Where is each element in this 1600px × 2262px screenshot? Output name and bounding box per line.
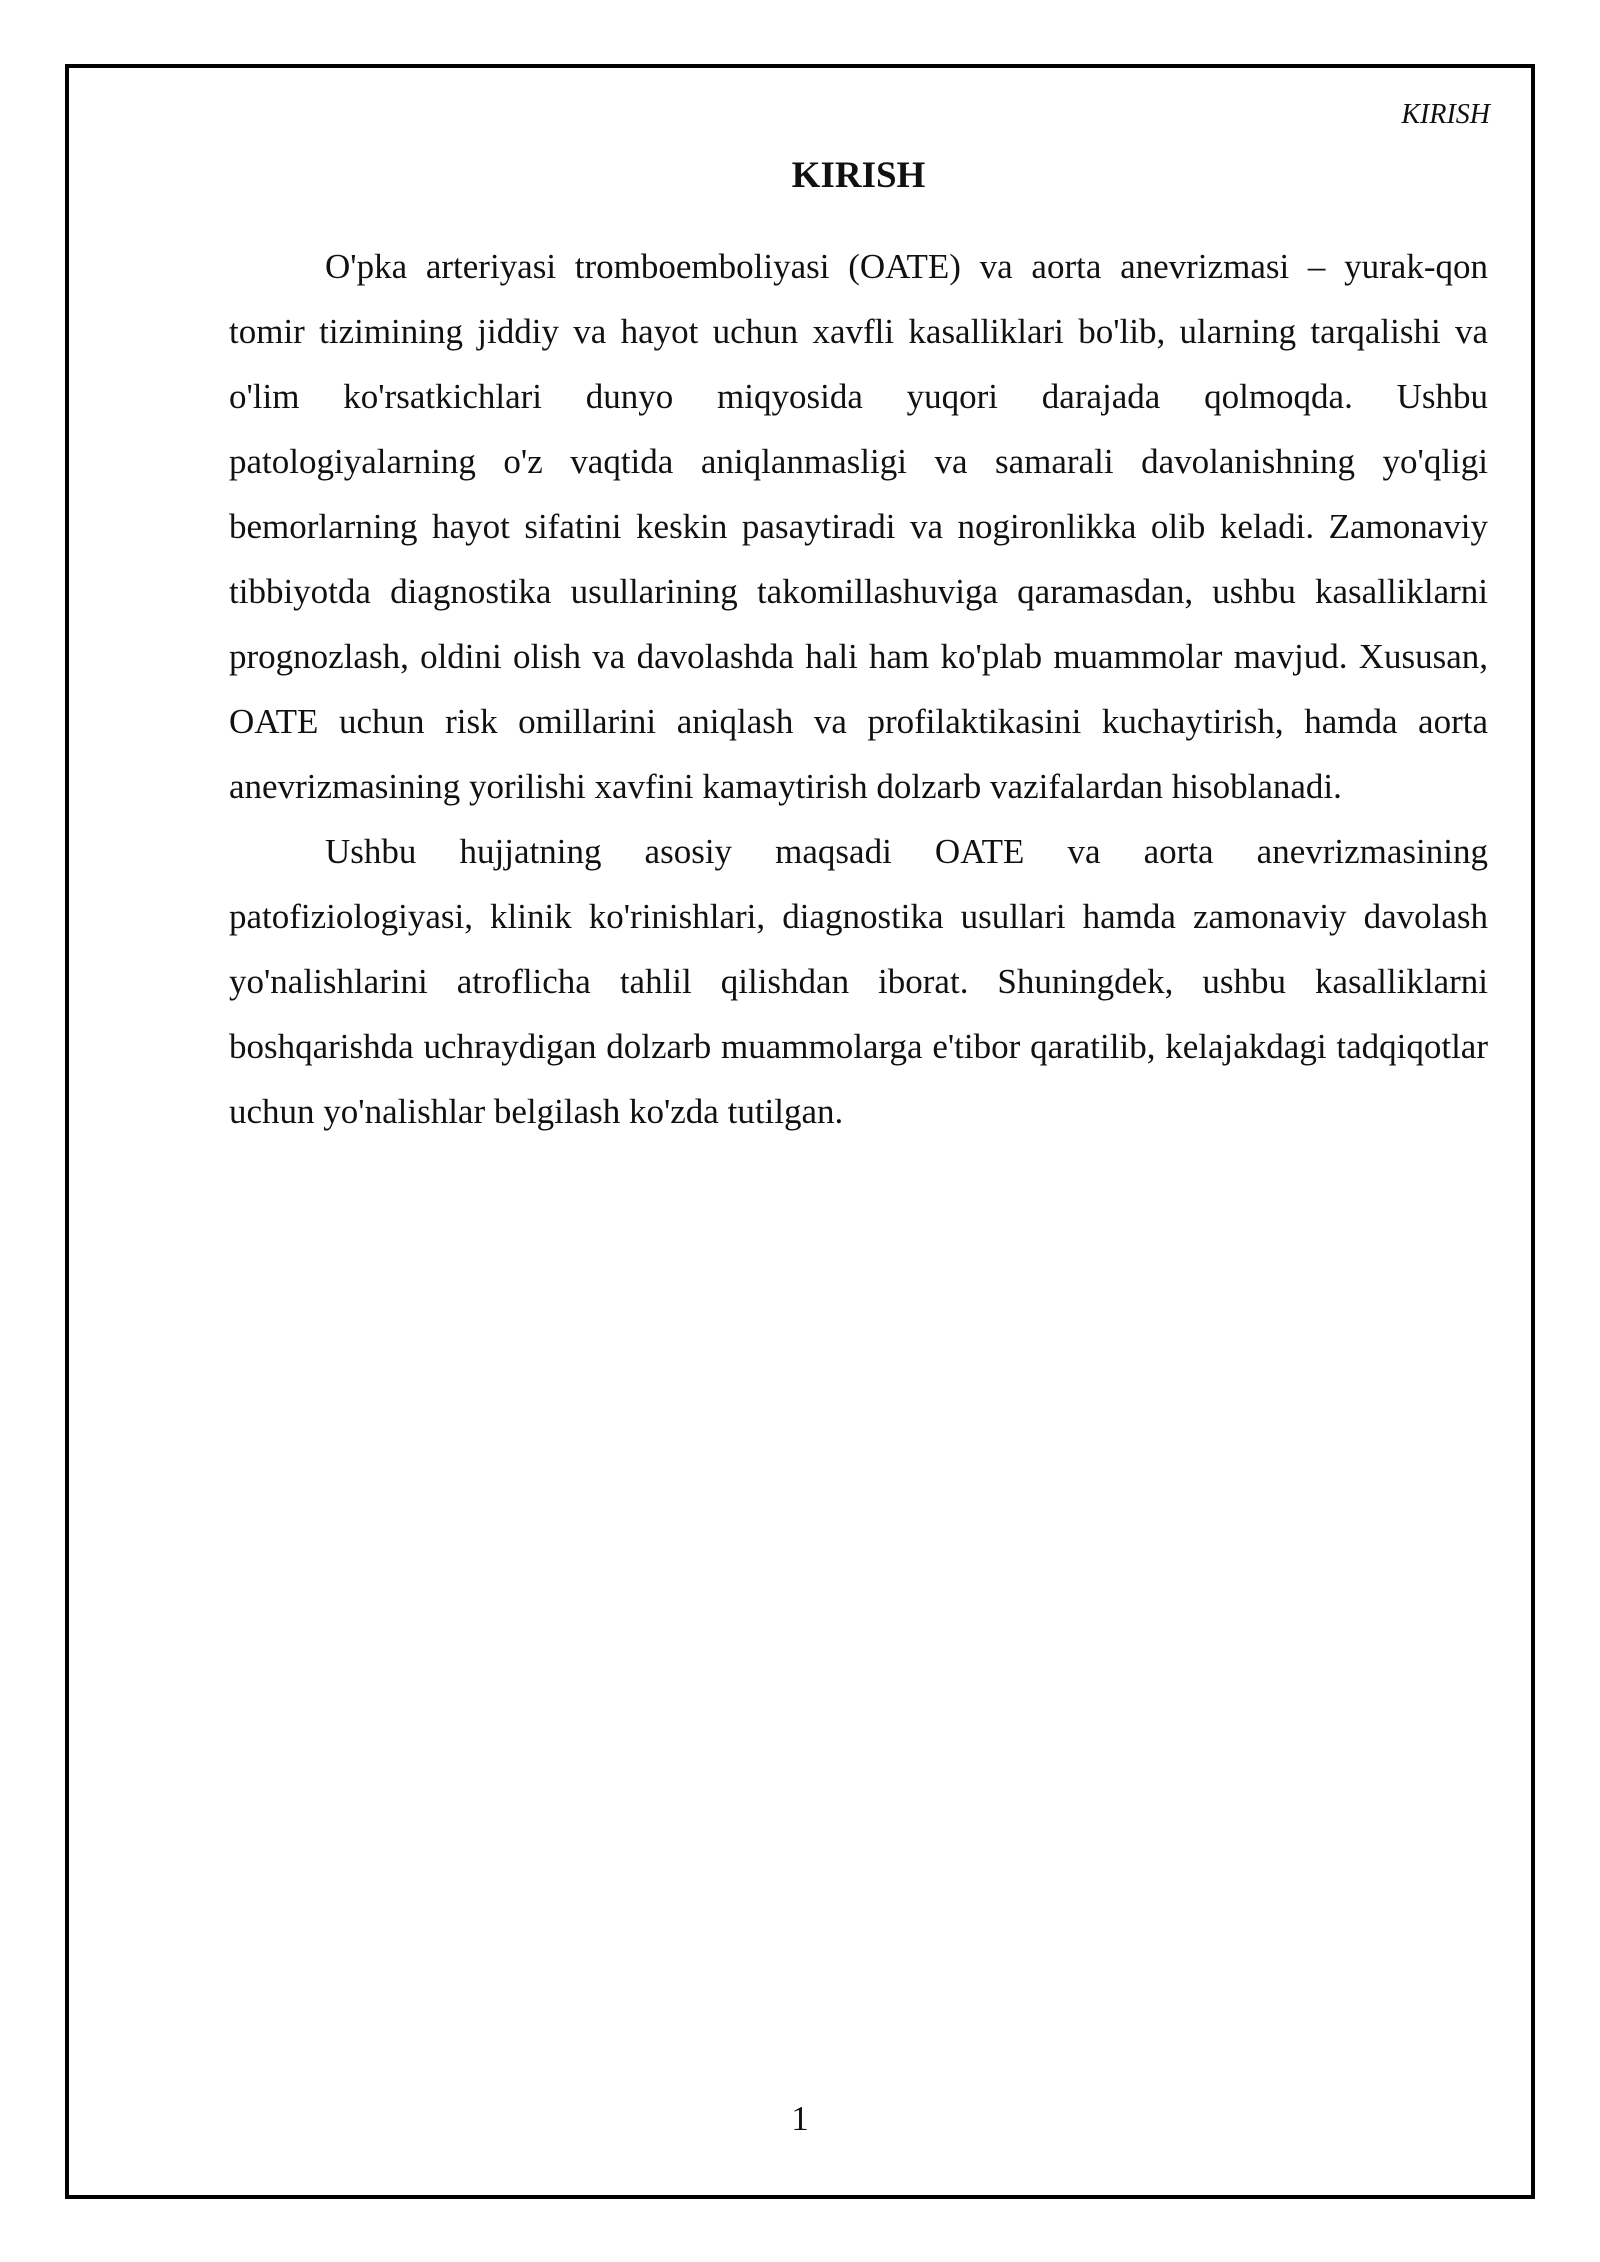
paragraph-purpose: Ushbu hujjatning asosiy maqsadi OATE va aorta anevrizmasining patofiziologiyasi, klinik ko'rinishlari, diagnostika usullari hamda zamonaviy davolash yo'nalishlarini atroflicha tahlil qilishdan iborat. Shuningdek, ushbu kasalliklarni boshqarishda uchraydigan dolzarb muammolarga e'tibor qaratilib, kelajakdagi tadqiqotlar uchun yo'nalishlar belgilash ko'zda tutilgan. bbox=[229, 831, 1488, 1131]
running-header: KIRISH bbox=[1401, 99, 1490, 130]
paragraph-intro: O'pka arteriyasi tromboemboliyasi (OATE) va aorta anevrizmasi – yurak-qon tomir tizimining jiddiy va hayot uchun xavfli kasalliklari bo'lib, ularning tarqalishi va o'lim ko'rsatkichlari dunyo miqyosida yuqori darajada qolmoqda. Ushbu patologiyalarning o'z vaqtida aniqlanmasligi va samarali davolanishning yo'qligi bemorlarning hayot sifatini keskin pasaytiradi va nogironlikka olib keladi. Zamonaviy tibbiyotda diagnostika usullarining takomillashuviga qaramasdan, ushbu kasalliklarni prognozlash, oldini olish va davolashda hali ham ko'plab muammolar mavjud. Xususan, OATE uchun risk omillarini aniqlash va profilaktikasini kuchaytirish, hamda aorta anevrizmasining yorilishi xavfini kamaytirish dolzarb vazifalardan hisoblanadi. bbox=[229, 246, 1488, 806]
document-title: KIRISH bbox=[791, 155, 926, 196]
page-number: 1 bbox=[791, 2099, 809, 2138]
document-body bbox=[229, 150, 1488, 1144]
